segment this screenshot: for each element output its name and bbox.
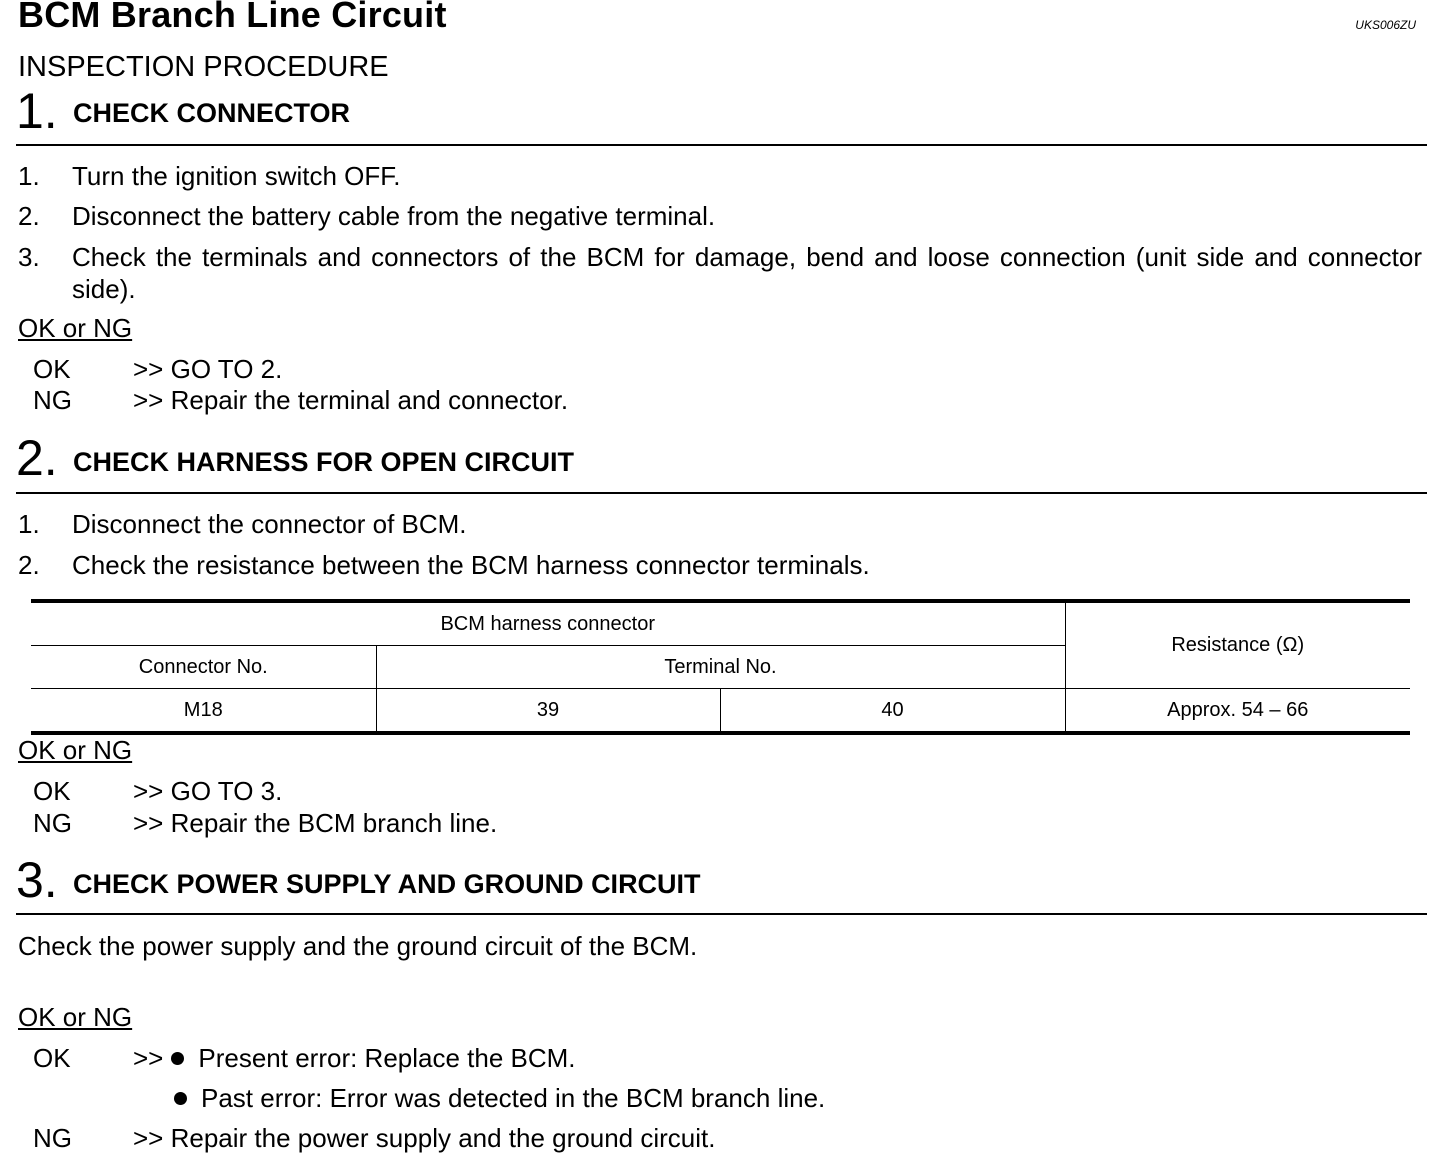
- document-id: UKS006ZU: [1355, 18, 1416, 32]
- table-cell-terminal-a: 39: [376, 689, 720, 734]
- bullet-icon: [171, 1052, 184, 1065]
- step-label: CHECK POWER SUPPLY AND GROUND CIRCUIT: [73, 869, 701, 899]
- ok-or-ng-label: OK or NG: [18, 313, 133, 343]
- ok-or-ng-label: OK or NG: [18, 1002, 133, 1032]
- page-title: BCM Branch Line Circuit: [18, 0, 447, 35]
- result-row: NG >> Repair the BCM branch line.: [33, 808, 498, 838]
- list-item: 3. Check the terminals and connectors of the BCM for damage, bend and loose connection (unit side and connector side).: [18, 242, 1422, 304]
- step-number: 2.: [16, 430, 58, 486]
- table-cell-resistance: Approx. 54 – 66: [1065, 689, 1410, 734]
- bullet-item: Present error: Replace the BCM.: [198, 1043, 576, 1073]
- section-subtitle: INSPECTION PROCEDURE: [18, 51, 389, 83]
- resistance-spec-table: [31, 599, 1410, 735]
- step-label: CHECK HARNESS FOR OPEN CIRCUIT: [73, 447, 575, 477]
- step-1-divider: [16, 144, 1427, 146]
- result-row: NG >> Repair the power supply and the ground circuit.: [33, 1123, 716, 1153]
- table-cell-terminal-b: 40: [720, 689, 1065, 734]
- result-row: OK >> GO TO 2.: [33, 354, 283, 384]
- table-resistance-header: Resistance (Ω): [1065, 601, 1410, 689]
- ok-or-ng-label: OK or NG: [18, 735, 133, 765]
- step-3-divider: [16, 913, 1427, 915]
- table-connector-header: Connector No.: [31, 646, 376, 689]
- result-row: NG >> Repair the terminal and connector.: [33, 385, 569, 415]
- result-row: [33, 1083, 1133, 1115]
- bullet-icon: [174, 1092, 187, 1105]
- step-label: CHECK CONNECTOR: [73, 98, 351, 128]
- table-cell-connector: M18: [31, 689, 376, 734]
- result-row: OK >> Present error: Replace the BCM.: [33, 1043, 576, 1073]
- step-2-divider: [16, 492, 1427, 494]
- step-number: 3.: [16, 852, 58, 908]
- table-row: [31, 689, 1410, 734]
- table-terminal-header: Terminal No.: [376, 646, 1065, 689]
- step-number: 1.: [16, 83, 58, 139]
- table-group-header: BCM harness connector: [31, 601, 1065, 646]
- instruction-text: Check the power supply and the ground circuit of the BCM.: [18, 931, 698, 961]
- bullet-item: Past error: Error was detected in the BCM branch line.: [201, 1083, 826, 1113]
- result-row: OK >> GO TO 3.: [33, 776, 283, 806]
